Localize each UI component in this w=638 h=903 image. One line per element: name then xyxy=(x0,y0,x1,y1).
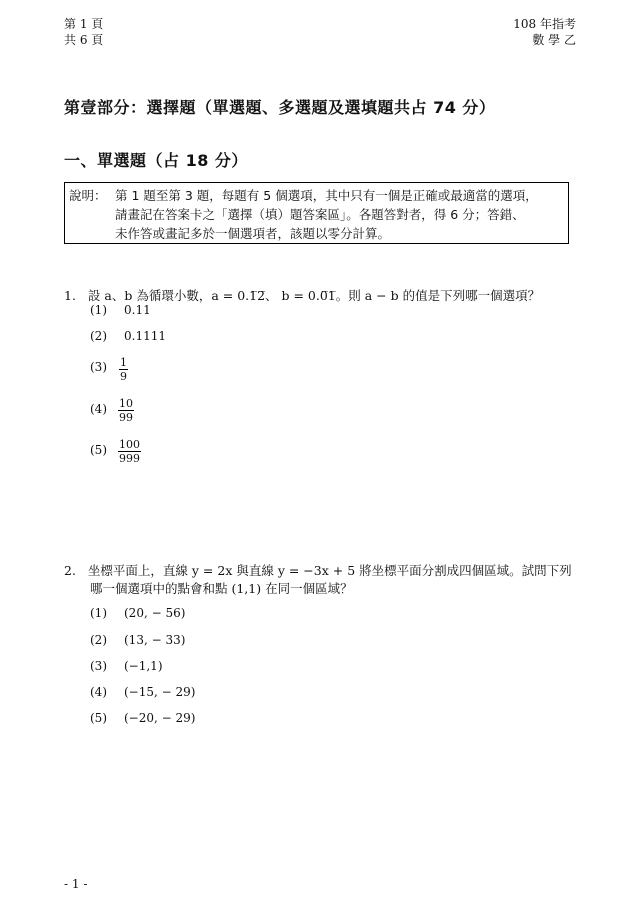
q1-option-1-index: (1) xyxy=(90,303,107,317)
q1-option-3-numerator: 1 xyxy=(120,356,127,369)
q1-option-3-index: (3) xyxy=(90,360,107,374)
q2-option-1[interactable] xyxy=(90,606,185,620)
q1-option-5-denominator: 999 xyxy=(119,452,140,465)
question-2-number: 2. xyxy=(64,563,76,578)
question-1-text: 設 a、b 為循環小數，a = 0.1̅2̅、 b = 0.0̅1̅。則 a − b 的值是下列哪一個選項？ xyxy=(87,288,541,303)
q2-option-2-index: (2) xyxy=(90,633,107,647)
q1-option-1[interactable] xyxy=(90,303,151,317)
part-title: 第壹部分：選擇題（單選題、多選題及選填題共占 74 分） xyxy=(64,98,496,117)
q2-option-1-index: (1) xyxy=(90,606,107,620)
section-title: 一、單選題（占 18 分） xyxy=(64,151,248,170)
q2-option-3-value: (−1,1) xyxy=(124,659,163,673)
question-2-line-1: 坐標平面上，直線 y = 2x 與直線 y = −3x + 5 將坐標平面分割成四個區域。試問下列 xyxy=(87,563,572,578)
q1-option-4-numerator: 10 xyxy=(119,397,133,410)
q1-option-2-index: (2) xyxy=(90,329,107,343)
q2-option-4-index: (4) xyxy=(90,685,107,699)
q1-option-4-index: (4) xyxy=(90,402,107,416)
page-footer: - 1 - xyxy=(64,877,88,891)
q2-option-5-value: (−20, − 29) xyxy=(124,711,196,725)
q2-option-5-index: (5) xyxy=(90,711,107,725)
q1-option-3-fraction xyxy=(119,356,128,383)
instructions-label: 說明： xyxy=(69,188,107,203)
q2-option-4-value: (−15, − 29) xyxy=(124,685,196,699)
page-indicator xyxy=(64,16,103,48)
q1-option-4-denominator: 99 xyxy=(119,411,133,424)
q2-option-2[interactable] xyxy=(90,633,185,647)
instructions-line-2: 請畫記在答案卡之「選擇（填）題答案區」。各題答對者，得 6 分；答錯、 xyxy=(115,207,525,222)
q2-option-4[interactable] xyxy=(90,685,195,699)
q1-option-5-fraction xyxy=(118,438,141,465)
q1-option-5-index: (5) xyxy=(90,443,107,457)
instructions-box xyxy=(64,182,569,244)
total-pages: 共 6 頁 xyxy=(64,33,104,47)
q2-option-2-value: (13, − 33) xyxy=(124,633,186,647)
q1-option-3-denominator: 9 xyxy=(120,370,127,383)
question-2 xyxy=(64,562,572,580)
instructions-line-1: 第 1 題至第 3 題，每題有 5 個選項，其中只有一個是正確或最適當的選項， xyxy=(115,188,538,203)
q1-option-5-numerator: 100 xyxy=(119,438,140,451)
q2-option-3[interactable] xyxy=(90,659,163,673)
q1-option-4-fraction xyxy=(118,397,134,424)
question-1-number: 1. xyxy=(64,288,76,303)
exam-info xyxy=(513,16,576,48)
q2-option-5[interactable] xyxy=(90,711,195,725)
question-2-line-2: 哪一個選項中的點會和點 (1,1) 在同一個區域？ xyxy=(90,581,353,596)
q1-option-2-value: 0.1111 xyxy=(124,329,166,343)
exam-name: 108 年指考 xyxy=(513,17,576,31)
q2-option-3-index: (3) xyxy=(90,659,107,673)
q2-option-1-value: (20, − 56) xyxy=(124,606,186,620)
instructions-line-3: 未作答或畫記多於一個選項者，該題以零分計算。 xyxy=(115,226,391,241)
page-number: 第 1 頁 xyxy=(64,17,104,31)
q1-option-2[interactable] xyxy=(90,329,166,343)
q1-option-1-value: 0.11 xyxy=(124,303,151,317)
subject-name: 數 學 乙 xyxy=(532,33,576,47)
